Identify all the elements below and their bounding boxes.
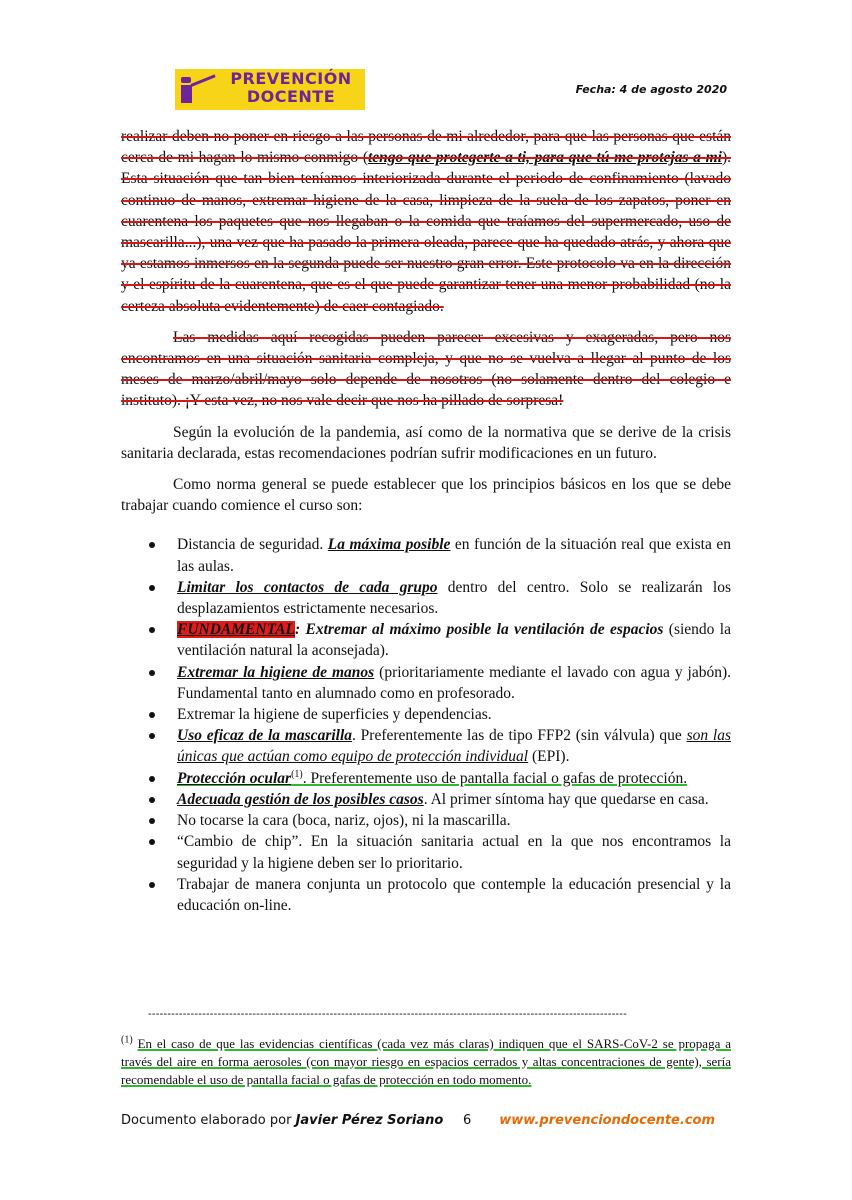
paragraph-4: Como norma general se puede establecer que los principios básicos en los que se debe trabajar cuando comience el curso son:: [121, 476, 731, 515]
bullet-icon: [149, 882, 155, 888]
list-item: Adecuada gestión de los posibles casos. Al primer síntoma hay que quedarse en casa.: [121, 789, 731, 810]
bullet-icon: [149, 585, 155, 591]
bullet-icon: [149, 542, 155, 548]
author-credit: Documento elaborado por Javier Pérez Soriano: [121, 1113, 444, 1128]
list-item: Distancia de seguridad. La máxima posible en función de la situación real que exista en las aulas.: [121, 534, 731, 576]
principles-list: [121, 534, 731, 916]
page-footer: [121, 1113, 721, 1133]
paragraph-2: Las medidas aquí recogidas pueden parecer excesivas y exageradas, pero nos encontramos en una situación sanitaria compleja, y que no se vuelva a llegar al punto de los meses de marzo/abril/mayo solo depende de nosotros (no solamente dentro del colegio e instituto). ¡Y esta vez, no nos vale decir que nos ha pillado de sorpresa!: [121, 328, 731, 410]
list-item: Uso eficaz de la mascarilla. Preferentemente las de tipo FFP2 (sin válvula) que son las únicas que actúan como equipo de protección individual (EPI).: [121, 725, 731, 767]
logo: [175, 69, 365, 110]
bullet-icon: [149, 818, 155, 824]
website-link[interactable]: www.prevenciondocente.com: [499, 1113, 715, 1128]
bullet-icon: [149, 670, 155, 676]
list-item: Limitar los contactos de cada grupo dentro del centro. Solo se realizarán los desplazamientos estrictamente necesarios.: [121, 577, 731, 619]
bullet-icon: [149, 839, 155, 845]
footnote: [121, 1035, 731, 1089]
logo-text: PREVENCIÓN DOCENTE: [230, 69, 352, 106]
document-date: Fecha: 4 de agosto 2020: [575, 83, 727, 96]
page-number: 6: [463, 1113, 472, 1128]
bullet-icon: [149, 627, 155, 633]
list-item: Protección ocular$^{(1)}$. Preferentemente uso de pantalla facial o gafas de protección.: [121, 768, 731, 789]
logo-pointer-icon: [190, 74, 215, 87]
list-item: “Cambio de chip”. En la situación sanitaria actual en la que nos encontramos la seguridad y la higiene deben ser lo prioritario.: [121, 831, 731, 873]
paragraph-1: realizar deben no poner en riesgo a las personas de mi alrededor, para que las personas que están cerca de mi hagan lo mismo conmigo (tengo que protegerte a ti, para que tú me protejas a mi). Esta situación que tan bien teníamos interiorizada durante el periodo de confinamiento (lavado continuo de manos, extremar higiene de la casa, limpieza de la suela de los zapatos, poner en cuarentena los paquetes que nos llegaban o la comida que traíamos del supermercado, uso de mascarilla...), una vez que ha pasado la primera oleada, parece que ha quedado atrás, y ahora que ya estamos inmersos en la segunda puede ser nuestro gran error. Este protocolo va en la dirección y el espíritu de la cuarentena, que es el que puede garantizar tener una menor probabilidad (no la certeza absoluta evidentemente) de caer contagiado.: [121, 128, 731, 315]
bullet-icon: [149, 712, 155, 718]
separator-line: ----------------------------------------------------------------------------------------------------------------------------: [148, 1008, 628, 1020]
list-item: Extremar la higiene de manos (prioritariamente mediante el lavado con agua y jabón). Fundamental tanto en alumnado como en profesorado.: [121, 662, 731, 704]
list-item: Extremar la higiene de superficies y dependencias.: [121, 704, 731, 725]
list-item: No tocarse la cara (boca, nariz, ojos), ni la mascarilla.: [121, 810, 731, 831]
list-item: Trabajar de manera conjunta un protocolo que contemple la educación presencial y la educación on-line.: [121, 874, 731, 916]
bullet-icon: [149, 776, 155, 782]
bullet-icon: [149, 797, 155, 803]
footnote-text: En el caso de que las evidencias científicas (cada vez más claras) indiquen que el SARS-CoV-2 se propaga a través del aire en forma aerosoles (con mayor riesgo en espacios cerrados y altas concentraciones de gente), sería recomendable el uso de pantalla facial o gafas de protección en todo momento.: [121, 1036, 731, 1087]
footnote-marker: (1): [121, 1034, 133, 1046]
logo-person-icon: [181, 77, 192, 103]
document-body: [121, 126, 731, 916]
bullet-icon: [149, 733, 155, 739]
list-item: FUNDAMENTAL: Extremar al máximo posible la ventilación de espacios (siendo la ventilación natural la aconsejada).: [121, 619, 731, 661]
paragraph-3: Según la evolución de la pandemia, así como de la normativa que se derive de la crisis sanitaria declarada, estas recomendaciones podrían sufrir modificaciones en un futuro.: [121, 423, 731, 462]
